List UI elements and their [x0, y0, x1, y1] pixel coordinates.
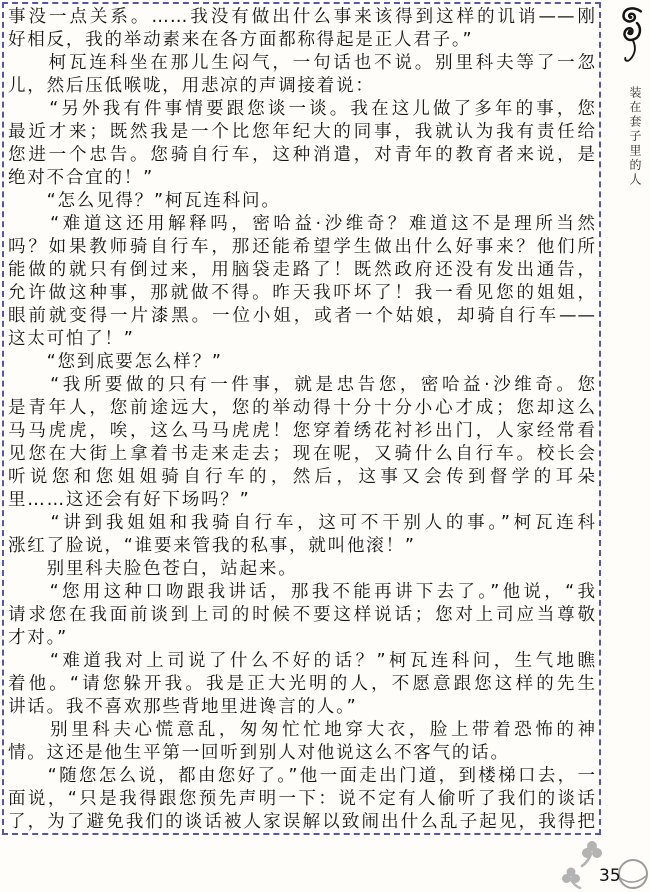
text-line: 事没一点关系。……我没有做出什么事来该得到这样的讥诮——刚 [8, 7, 596, 27]
text-line: 讲话。我不喜欢那些背地里进谗言的人。” [8, 697, 358, 717]
text-line: 儿，然后压低喉咙，用悲凉的声调接着说： [8, 76, 375, 96]
text-line: 能做的就只有倒过来，用脑袋走路了！既然政府还没有发出通告， [8, 260, 596, 280]
text-line: “怎么见得？”柯瓦连科问。 [8, 191, 281, 211]
text-line: 里……这还会有好下场吗？” [8, 490, 251, 510]
text-line: 别里科夫脸色苍白，站起来。 [8, 559, 298, 579]
text-line: “我所要做的只有一件事，就是忠告您，密哈益·沙维奇。您 [8, 375, 596, 395]
text-line: 柯瓦连科坐在那儿生闷气，一句话也不说。别里科夫等了一忽 [8, 53, 596, 73]
text-line: 绝对不合宜的！” [8, 168, 154, 188]
text-line: 面说，“只是我得跟您预先声明一下：说不定有人偷听了我们的谈话 [8, 789, 596, 809]
text-line: 您进一个忠告。您骑自行车，这种消遣，对青年的教育者来说，是 [8, 145, 596, 165]
text-line: 才对。” [8, 628, 69, 648]
text-panel [2, 2, 601, 835]
book-title-vertical: 装在套子里的人 [628, 86, 642, 188]
page-number: 35 [599, 866, 621, 886]
text-line: 了，为了避免我们的谈话被人家误解以致闹出什么乱子起见，我得把 [8, 812, 596, 832]
text-line: “难道这还用解释吗，密哈益·沙维奇？难道这不是理所当然 [8, 214, 596, 234]
text-line: “另外我有件事情要跟您谈一谈。我在这儿做了多年的事，您 [8, 99, 596, 119]
text-line: 吗？如果教师骑自行车，那还能希望学生做出什么好事来？他们所 [8, 237, 596, 257]
text-line: 好相反，我的举动素来在各方面都称得起是正人君子。” [8, 30, 474, 50]
text-line: “讲到我姐姐和我骑自行车，这可不干别人的事。”柯瓦连科 [8, 513, 596, 533]
page-number-badge [558, 830, 650, 892]
clover-icon [562, 868, 580, 889]
text-line: 着他。“请您躲开我。我是正大光明的人，不愿意跟您这样的先生 [8, 674, 596, 694]
text-line: 允许做这种事，那就做不得。昨天我吓坏了！我一看见您的姐姐， [8, 283, 596, 303]
text-line: 这太可怕了！” [8, 329, 135, 349]
text-line: 请求您在我面前谈到上司的时候不要这样说话；您对上司应当尊敬 [8, 605, 596, 625]
text-line: “难道我对上司说了什么不好的话？”柯瓦连科问，生气地瞧 [8, 651, 596, 671]
text-line: “您用这种口吻跟我讲话，那我不能再讲下去了。”他说，“我 [8, 582, 596, 602]
text-line: 最近才来；既然我是一个比您年纪大的同事，我就认为我有责任给 [8, 122, 596, 142]
text-line: “随您怎么说，都由您好了。”他一面走出门道，到楼梯口去，一 [8, 766, 596, 786]
text-line: 听说您和您姐姐骑自行车的，然后，这事又会传到督学的耳朵 [8, 467, 596, 487]
text-line: 见您在大街上拿着书走来走去；现在呢，又骑什么自行车。校长会 [8, 444, 596, 464]
text-line: 马马虎虎，唉，这么马马虎虎！您穿着绣花衬衫出门，人家经常看 [8, 421, 596, 441]
clover-icon [582, 841, 602, 866]
circle-ornament [619, 860, 647, 888]
text-line: 涨红了脸说，“谁要来管我的私事，就叫他滚！” [8, 536, 416, 556]
text-line: 眼前就变得一片漆黑。一位小姐，或者一个姑娘，却骑自行车—— [8, 306, 596, 326]
floral-flourish-icon [613, 6, 647, 68]
text-line: “您到底要怎么样？” [8, 352, 223, 372]
text-line: 别里科夫心慌意乱，匆匆忙忙地穿大衣，脸上带着恐怖的神 [8, 720, 596, 740]
text-line: 情。这还是他生平第一回听到别人对他说这么不客气的话。 [8, 743, 510, 763]
text-line: 是青年人，您前途远大，您的举动得十分十分小心才成；您却这么 [8, 398, 596, 418]
